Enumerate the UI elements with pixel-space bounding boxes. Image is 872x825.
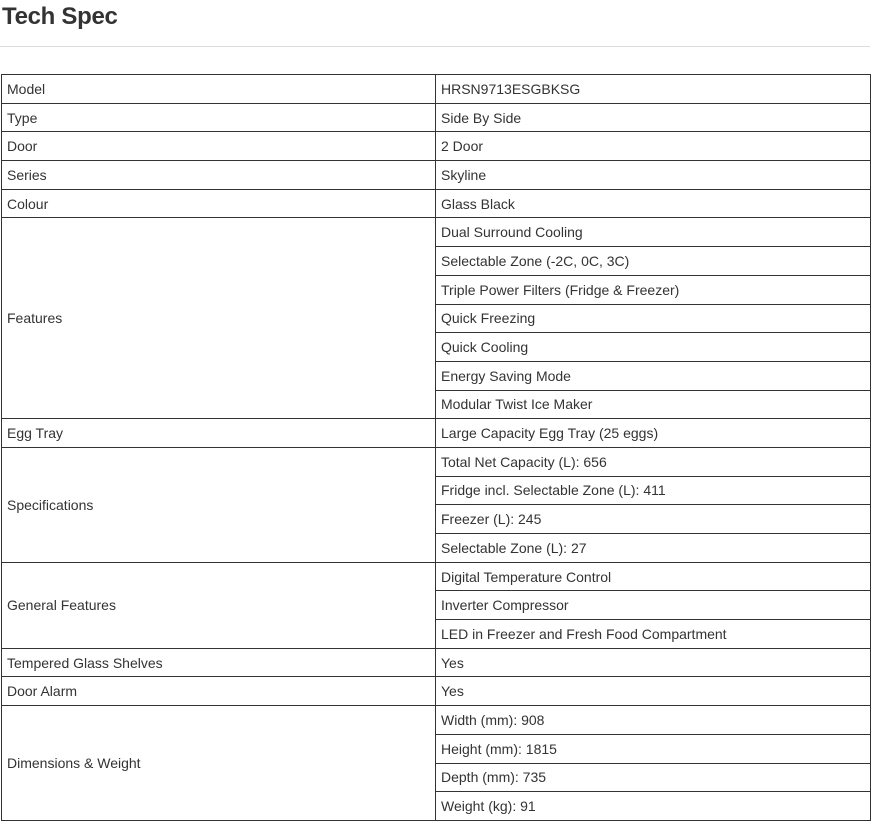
spec-row bbox=[2, 75, 871, 104]
spec-value-cell: Skyline bbox=[436, 161, 871, 190]
spec-value-cell: Selectable Zone (L): 27 bbox=[436, 534, 871, 563]
spec-value-cell: Quick Freezing bbox=[436, 304, 871, 333]
spec-value-cell: Yes bbox=[436, 648, 871, 677]
spec-value-cell: HRSN9713ESGBKSG bbox=[436, 75, 871, 104]
spec-label-cell: Model bbox=[2, 75, 436, 104]
spec-label-cell: Colour bbox=[2, 189, 436, 218]
page-title: Tech Spec bbox=[2, 3, 118, 30]
spec-value-cell: Total Net Capacity (L): 656 bbox=[436, 447, 871, 476]
spec-value-cell: Yes bbox=[436, 677, 871, 706]
spec-row bbox=[2, 677, 871, 706]
spec-row bbox=[2, 419, 871, 448]
spec-value-cell: Digital Temperature Control bbox=[436, 562, 871, 591]
spec-value-cell: Height (mm): 1815 bbox=[436, 734, 871, 763]
spec-row bbox=[2, 562, 871, 591]
spec-row bbox=[2, 648, 871, 677]
spec-value-cell: Large Capacity Egg Tray (25 eggs) bbox=[436, 419, 871, 448]
spec-row bbox=[2, 189, 871, 218]
spec-value-cell: Dual Surround Cooling bbox=[436, 218, 871, 247]
spec-value-cell: Triple Power Filters (Fridge & Freezer) bbox=[436, 275, 871, 304]
spec-table bbox=[1, 74, 871, 821]
spec-label-cell: Dimensions & Weight bbox=[2, 706, 436, 821]
spec-label-cell: Series bbox=[2, 161, 436, 190]
spec-label-cell: Door Alarm bbox=[2, 677, 436, 706]
spec-value-cell: 2 Door bbox=[436, 132, 871, 161]
spec-label-cell: General Features bbox=[2, 562, 436, 648]
spec-label-cell: Egg Tray bbox=[2, 419, 436, 448]
spec-label-cell: Tempered Glass Shelves bbox=[2, 648, 436, 677]
spec-value-cell: Quick Cooling bbox=[436, 333, 871, 362]
spec-row bbox=[2, 706, 871, 735]
spec-value-cell: Side By Side bbox=[436, 103, 871, 132]
spec-value-cell: Weight (kg): 91 bbox=[436, 792, 871, 821]
spec-value-cell: LED in Freezer and Fresh Food Compartment bbox=[436, 620, 871, 649]
title-divider bbox=[0, 46, 870, 47]
spec-value-cell: Width (mm): 908 bbox=[436, 706, 871, 735]
spec-value-cell: Depth (mm): 735 bbox=[436, 763, 871, 792]
spec-label-cell: Door bbox=[2, 132, 436, 161]
spec-row bbox=[2, 132, 871, 161]
spec-label-cell: Specifications bbox=[2, 447, 436, 562]
spec-row bbox=[2, 161, 871, 190]
spec-label-cell: Features bbox=[2, 218, 436, 419]
spec-row bbox=[2, 103, 871, 132]
spec-value-cell: Energy Saving Mode bbox=[436, 361, 871, 390]
spec-value-cell: Modular Twist Ice Maker bbox=[436, 390, 871, 419]
spec-value-cell: Inverter Compressor bbox=[436, 591, 871, 620]
spec-table-body bbox=[2, 75, 871, 821]
spec-label-cell: Type bbox=[2, 103, 436, 132]
spec-row bbox=[2, 447, 871, 476]
spec-value-cell: Glass Black bbox=[436, 189, 871, 218]
spec-value-cell: Freezer (L): 245 bbox=[436, 505, 871, 534]
spec-row bbox=[2, 218, 871, 247]
spec-value-cell: Fridge incl. Selectable Zone (L): 411 bbox=[436, 476, 871, 505]
spec-value-cell: Selectable Zone (-2C, 0C, 3C) bbox=[436, 247, 871, 276]
